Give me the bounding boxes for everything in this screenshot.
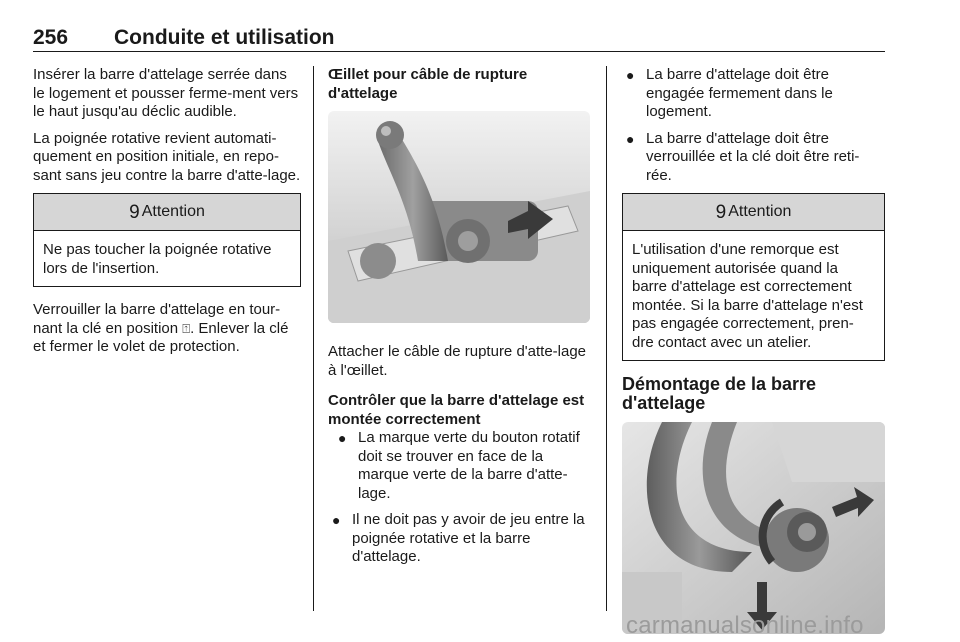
list-item [334,429,594,503]
attention-header [34,194,300,231]
list-item [622,130,885,186]
text-run: Verrouiller la barre d'attelage en tour-nant la clé en position [33,301,281,337]
attention-box [33,193,301,287]
text-run: . Enlever la clé et fermer le volet de protection. [33,319,289,355]
warning-icon: 9 [129,201,140,223]
check-heading: Contrôler que la barre d'attelage est montée correctement [328,392,585,428]
attention-title: Attention [728,202,792,220]
column-1 [33,66,301,365]
bullet-icon: ● [332,512,341,528]
list-item-text: La barre d'attelage doit être verrouillée et la clé doit être reti-rée. [646,129,860,184]
column-2 [328,66,594,575]
page-number: 256 [33,26,69,49]
attention-title: Attention [141,202,205,220]
list-item [622,66,885,122]
list-item-text: Il ne doit pas y avoir de jeu entre la poignée rotative et la barre d'attelage. [352,511,585,565]
column-3 [622,66,885,634]
list-item-text: La barre d'attelage doit être engagée fermement dans le logement. [646,66,833,120]
lock-icon: ⍐ [182,320,191,336]
column-divider [313,66,314,611]
attention-text: L'utilisation d'une remorque est uniquement autorisée quand la barre d'attelage est correctement montée. Si la barre d'attelage n'est pas engagée correctement, pren-dre contact avec un atelier. [632,241,863,351]
chapter-title: Conduite et utilisation [114,26,335,49]
section-heading: Démontage de la barre d'attelage [622,374,817,413]
attention-header [623,194,884,231]
header-rule [33,51,885,52]
bullet-icon: ● [626,67,635,83]
towbar-eyelet-illustration [328,111,590,323]
bullet-icon: ● [626,130,635,147]
column-divider [606,66,607,611]
figure-caption: Attacher le câble de rupture d'atte-lage à l'œillet. [328,343,587,379]
paragraph [33,301,301,357]
bullet-icon: ● [338,430,347,446]
watermark: carmanualsonline.info [626,612,864,639]
section-heading: Œillet pour câble de rupture d'attelage [328,66,528,102]
paragraph: La poignée rotative revient automati-quement en position initiale, en repo-sant sans jeu contre la barre d'atte-lage. [33,129,301,184]
towbar-removal-illustration [622,422,885,634]
warning-icon: 9 [715,201,727,223]
attention-text: Ne pas toucher la poignée rotative lors de l'insertion. [43,241,272,277]
list-item-text: La marque verte du bouton rotatif doit se trouver en face de la marque verte de la barre d'atte-lage. [358,429,580,502]
attention-box [622,193,885,361]
paragraph: Insérer la barre d'attelage serrée dans le logement et pousser ferme-ment vers le haut jusqu'au déclic audible. [33,66,299,120]
list-item [328,511,594,567]
